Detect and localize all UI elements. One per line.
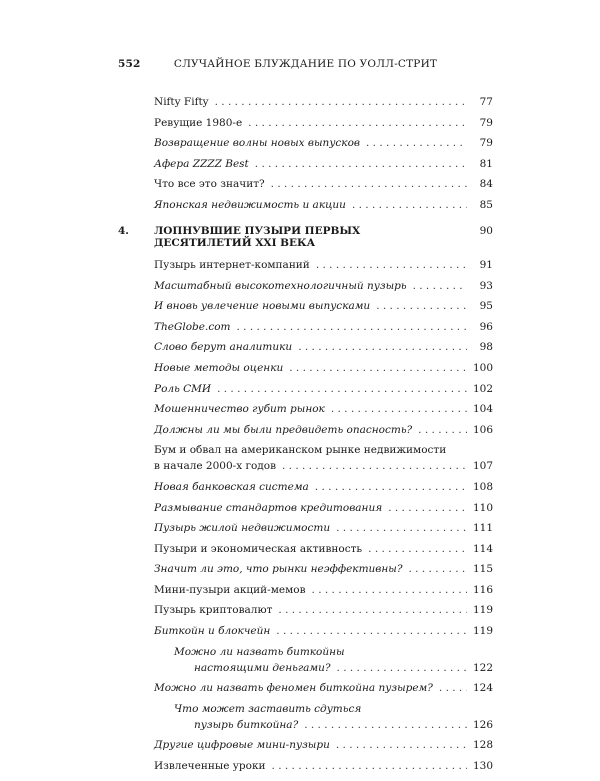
toc-entry-label: Роль СМИ (154, 382, 212, 395)
toc-subentry[interactable] (118, 341, 493, 353)
leader-dots (331, 403, 467, 415)
toc-entry-page: 84 (479, 178, 493, 191)
toc-entry-label: Размывание стандартов кредитования (154, 501, 383, 514)
chapter-title: ЛОПНУВШИЕ ПУЗЫРИ ПЕРВЫХ ДЕСЯТИЛЕТИЙ XXI ВЕКА (154, 224, 361, 249)
toc-entry-page: 79 (479, 137, 493, 150)
toc-entry-label: Nifty Fifty (154, 96, 209, 108)
toc-entry-label: Бум и обвал на американском рынке недвижимости (154, 444, 447, 457)
toc-entry[interactable] (118, 178, 493, 190)
toc-entry-page: 104 (472, 403, 493, 416)
toc-subentry[interactable] (118, 481, 493, 493)
toc-entry-label: Ревущие 1980-е (154, 116, 243, 129)
toc-entry-page: 90 (479, 224, 493, 237)
toc-entry-label: Пузырь криптовалют (154, 604, 273, 617)
toc-entry-label: И вновь увлечение новыми выпусками (154, 300, 371, 313)
toc-entry-label: Биткойн и блокчейн (154, 625, 271, 638)
toc-entry-page: 95 (479, 300, 493, 313)
toc-entry[interactable] (118, 760, 493, 772)
leader-dots (278, 604, 467, 616)
toc-entry-page: 79 (479, 116, 493, 129)
toc-subentry[interactable] (118, 321, 493, 333)
toc-entry-page: 115 (472, 563, 493, 576)
toc-subentry[interactable] (118, 403, 493, 415)
leader-dots (352, 199, 467, 211)
toc-entry-page: 122 (472, 661, 493, 674)
toc-entry-label: Извлеченные уроки (154, 760, 266, 773)
leader-dots (312, 584, 467, 596)
toc-entry-label: Мини-пузыри акций-мемов (154, 583, 306, 596)
toc-entry[interactable] (118, 543, 493, 555)
leader-dots (217, 383, 467, 395)
leader-dots (388, 502, 467, 514)
leader-dots (289, 362, 467, 374)
toc-entry-label-cont: в начале 2000-х годов (154, 460, 276, 473)
toc-entry-label-cont: пузырь биткойна? (194, 718, 299, 731)
toc-subentry-multiline[interactable] (118, 703, 493, 731)
toc-entry-page: 111 (472, 522, 493, 535)
toc-subentry[interactable] (118, 280, 493, 292)
leader-dots (248, 117, 467, 129)
toc-entry-page: 93 (479, 279, 493, 292)
leader-dots (316, 259, 467, 271)
table-of-contents (118, 96, 493, 781)
page-header (118, 58, 493, 74)
leader-dots (271, 178, 467, 190)
toc-entry-page: 91 (479, 258, 493, 271)
page-number: 552 (118, 58, 141, 70)
toc-entry-page: 106 (472, 423, 493, 436)
toc-entry-label: Что все это значит? (154, 178, 265, 191)
toc-entry-page: 100 (472, 361, 493, 374)
toc-entry-label-cont: настоящими деньгами? (194, 661, 331, 674)
toc-subentry[interactable] (118, 137, 493, 149)
toc-entry-page: 102 (472, 382, 493, 395)
leader-dots (366, 137, 467, 149)
leader-dots (418, 424, 467, 436)
leader-dots (236, 321, 467, 333)
running-title: СЛУЧАЙНОЕ БЛУЖДАНИЕ ПО УОЛЛ-СТРИТ (173, 58, 438, 70)
toc-subentry[interactable] (118, 522, 493, 534)
toc-subentry[interactable] (118, 682, 493, 694)
toc-entry-page: 119 (472, 604, 493, 617)
toc-entry-label: Значит ли это, что рынки неэффективны? (154, 563, 403, 576)
toc-entry-label: Должны ли мы были предвидеть опасность? (154, 423, 413, 436)
toc-subentry[interactable] (118, 424, 493, 436)
toc-chapter[interactable] (118, 225, 493, 249)
toc-entry-page: 114 (472, 542, 493, 555)
leader-dots (439, 682, 467, 694)
toc-entry-page: 108 (472, 480, 493, 493)
toc-entry-label: Пузырь жилой недвижимости (154, 522, 331, 535)
toc-entry-page: 107 (472, 460, 493, 473)
toc-entry-label: TheGlobe.com (154, 320, 231, 333)
toc-entry-page: 77 (479, 96, 493, 108)
toc-subentry[interactable] (118, 563, 493, 575)
toc-subentry[interactable] (118, 625, 493, 637)
toc-entry-label: Японская недвижимость и акции (154, 198, 346, 211)
leader-dots (215, 96, 467, 108)
toc-entry-page: 124 (472, 682, 493, 695)
toc-entry-label: Мошенничество губит рынок (154, 403, 325, 416)
toc-entry-page: 119 (472, 625, 493, 638)
toc-entry-label: Масштабный высокотехнологичный пузырь (154, 279, 407, 292)
leader-dots (413, 280, 467, 292)
toc-subentry[interactable] (118, 502, 493, 514)
toc-subentry[interactable] (118, 362, 493, 374)
toc-entry-label: Что может заставить сдуться (174, 702, 362, 715)
leader-dots (282, 460, 467, 472)
toc-entry[interactable] (118, 117, 493, 129)
toc-entry-label: Пузырь интернет-компаний (154, 258, 310, 271)
toc-entry-page: 98 (479, 341, 493, 354)
chapter-number: 4. (118, 224, 129, 237)
leader-dots (315, 481, 467, 493)
leader-dots (272, 760, 467, 772)
toc-entry[interactable] (118, 96, 493, 108)
toc-entry-label: Возвращение волны новых выпусков (154, 137, 360, 150)
toc-entry-page: 126 (472, 718, 493, 731)
toc-entry-multiline[interactable] (118, 444, 493, 472)
leader-dots (276, 625, 467, 637)
leader-dots (298, 341, 467, 353)
leader-dots (304, 719, 467, 731)
toc-entry-page: 116 (472, 583, 493, 596)
leader-dots (409, 563, 467, 575)
toc-entry-label: Слово берут аналитики (154, 341, 293, 354)
toc-entry-page: 81 (479, 157, 493, 170)
toc-subentry[interactable] (118, 383, 493, 395)
toc-entry-label: Можно ли назвать биткойны (174, 645, 345, 658)
toc-subentry[interactable] (118, 300, 493, 312)
toc-entry-page: 85 (479, 198, 493, 211)
toc-entry-label: Новые методы оценки (154, 361, 284, 374)
leader-dots (376, 300, 467, 312)
toc-entry[interactable] (118, 259, 493, 271)
toc-entry[interactable] (118, 604, 493, 616)
leader-dots (336, 522, 467, 534)
toc-entry-page: 110 (472, 501, 493, 514)
toc-subentry[interactable] (118, 199, 493, 211)
leader-dots (368, 543, 467, 555)
toc-entry-page: 96 (479, 320, 493, 333)
toc-entry-page: 128 (472, 739, 493, 752)
toc-entry-label: Афера ZZZZ Best (154, 157, 249, 170)
toc-entry-page: 130 (472, 760, 493, 773)
toc-entry-label: Новая банковская система (154, 480, 309, 493)
toc-subentry[interactable] (118, 158, 493, 170)
toc-entry-label: Пузыри и экономическая активность (154, 542, 363, 555)
toc-entry-label: Другие цифровые мини-пузыри (154, 739, 330, 752)
leader-dots (255, 158, 467, 170)
leader-dots (337, 662, 467, 674)
toc-subentry-multiline[interactable] (118, 646, 493, 674)
toc-entry-label: Можно ли назвать феномен биткойна пузырем? (154, 682, 433, 695)
toc-entry[interactable] (118, 584, 493, 596)
